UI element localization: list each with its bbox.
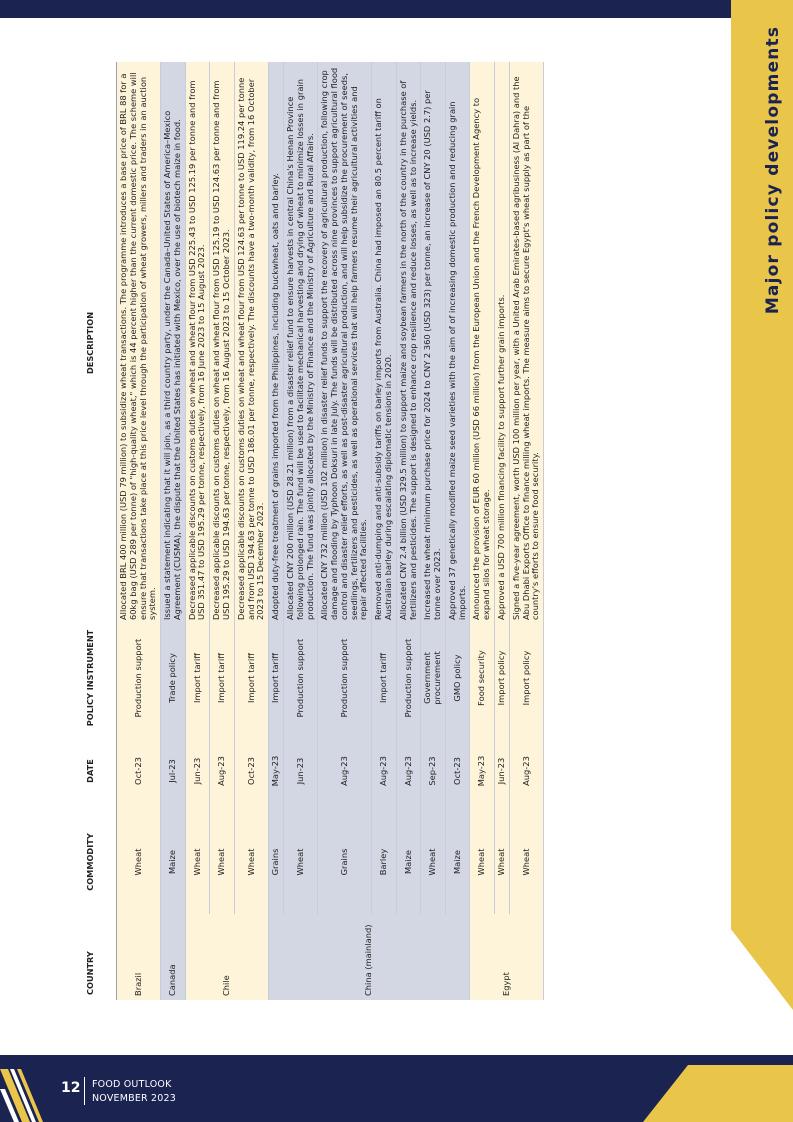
cell-commodity: Wheat [234, 810, 268, 914]
table-row [509, 62, 543, 1000]
cell-instrument: Production support [318, 624, 372, 732]
cell-instrument: Production support [117, 624, 161, 732]
cell-description: Approved a USD 700 million financing facility to support further grain imports. [495, 62, 510, 624]
cell-date: May-23 [269, 732, 284, 810]
cell-commodity: Wheat [185, 810, 210, 914]
cell-description: Removed anti-dumping and anti-subsidy tariffs on barley imports from Australia. China had imposed an 80.5 percent tariff on Australian barley during escalating diplomatic tensions in 2020. [372, 62, 397, 624]
cell-commodity: Wheat [283, 810, 317, 914]
cell-commodity: Grains [318, 810, 372, 914]
cell-date: Sep-23 [421, 732, 446, 810]
cell-commodity: Barley [372, 810, 397, 914]
cell-date: Aug-23 [509, 732, 543, 810]
table-row [318, 62, 372, 1000]
cell-commodity: Wheat [495, 810, 510, 914]
cell-commodity: Maize [445, 810, 470, 914]
cell-instrument: Trade policy [161, 624, 186, 732]
cell-instrument: GMO policy [445, 624, 470, 732]
table-row [269, 62, 284, 1000]
cell-country: Chile [185, 914, 268, 1000]
header-description: DESCRIPTION [66, 62, 117, 624]
cell-country: Canada [161, 914, 186, 1000]
footer-stripes-decoration [0, 1055, 58, 1122]
cell-country: Brazil [117, 914, 161, 1000]
policy-table-container [66, 62, 738, 1000]
cell-date: Aug-23 [372, 732, 397, 810]
cell-instrument: Import policy [509, 624, 543, 732]
table-body [117, 62, 544, 1000]
header-instrument: POLICY INSTRUMENT [66, 624, 117, 732]
cell-date: Jun-23 [283, 732, 317, 810]
table-row [117, 62, 161, 1000]
cell-description: Approved 37 genetically modified maize seed varieties with the aim of of increasing domestic production and reducing grain imports. [445, 62, 470, 624]
cell-date: Aug-23 [210, 732, 235, 810]
cell-commodity: Wheat [509, 810, 543, 914]
cell-description: Allocated CNY 2.4 billion (USD 329.5 million) to support maize and soybean farmers in the north of the country in the purchase of fertilizers and pesticides. The support is designed to enhance crop resilience and reduce losses, as well as to increase yields. [396, 62, 421, 624]
cell-instrument: Import tariff [269, 624, 284, 732]
cell-commodity: Maize [161, 810, 186, 914]
cell-instrument: Import tariff [210, 624, 235, 732]
table-row [234, 62, 268, 1000]
table-row [445, 62, 470, 1000]
section-title: Major policy developments [763, 25, 783, 315]
top-bar [0, 0, 793, 18]
table-row [185, 62, 210, 1000]
table-row [396, 62, 421, 1000]
table-row [161, 62, 186, 1000]
policy-table [66, 62, 544, 1000]
footer-date: NOVEMBER 2023 [92, 1093, 177, 1104]
table-row [470, 62, 495, 1000]
cell-description: Allocated CNY 732 million (USD 102 million) in disaster relief funds to support the recovery of agricultural production, following crop damage and flooding by Typhoon Doksuri in late July. The funds will be distributed across nine provinces to support agricultural flood control and disaster relief efforts, as well as post-disaster agricultural production, and will help subsidize the procurement of seeds, seedlings, fertilizers and pesticides, as well as operational services that will help farmers resume their agricultural activities and repair affected facilities. [318, 62, 372, 624]
cell-commodity: Wheat [421, 810, 446, 914]
cell-date: Oct-23 [445, 732, 470, 810]
table-row [421, 62, 446, 1000]
footer-divider [84, 1077, 85, 1105]
cell-date: May-23 [470, 732, 495, 810]
cell-date: Jul-23 [161, 732, 186, 810]
cell-instrument: Production support [396, 624, 421, 732]
cell-date: Jun-23 [185, 732, 210, 810]
table-header-row [66, 62, 117, 1000]
cell-description: Increased the wheat minimum purchase price for 2024 to CNY 2 360 (USD 323) per tonne, an increase of CNY 20 (USD 2.7) per tonne over 2023. [421, 62, 446, 624]
cell-instrument: Import tariff [372, 624, 397, 732]
cell-description: Decreased applicable discounts on customs duties on wheat and wheat flour from USD 124.63 per tonne to USD 119.24 per tonne and from USD 194.63 per tonne to USD 186.01 per tonne, respectively. The discounts have a two-month validity, from 16 October 2023 to 15 December 2023. [234, 62, 268, 624]
page-number: 12 [61, 1080, 81, 1096]
cell-date: Aug-23 [318, 732, 372, 810]
header-date: DATE [66, 732, 117, 810]
cell-commodity: Wheat [210, 810, 235, 914]
cell-instrument: Import tariff [234, 624, 268, 732]
cell-country: China (mainland) [269, 914, 470, 1000]
cell-country: Egypt [470, 914, 544, 1000]
cell-date: Aug-23 [396, 732, 421, 810]
cell-description: Adopted duty-free treatment of grains imported from the Philippines, including buckwheat, oats and barley. [269, 62, 284, 624]
cell-description: Allocated CNY 200 million (USD 28.21 million) from a disaster relief fund to ensure harvests in central China's Henan Province following prolonged rain. The fund will be used to facilitate mechanical harvesting and drying of wheat to minimize losses in grain production. The fund was jointly allocated by the Ministry of Finance and the Ministry of Agriculture and Rural Affairs. [283, 62, 317, 624]
cell-instrument: Production support [283, 624, 317, 732]
cell-date: Oct-23 [117, 732, 161, 810]
cell-commodity: Grains [269, 810, 284, 914]
cell-instrument: Government procurement [421, 624, 446, 732]
cell-description: Signed a five-year agreement, worth USD 100 million per year, with a United Arab Emirates-based agribusiness (Al Dahra) and the Abu Dhabi Exports Office to finance milling wheat imports. The measure aims to secure Egypt's wheat supply as part of the country's efforts to ensure food security. [509, 62, 543, 624]
cell-commodity: Wheat [117, 810, 161, 914]
section-band [731, 0, 793, 1010]
header-country: COUNTRY [66, 914, 117, 1000]
footer-publication: FOOD OUTLOOK [92, 1079, 172, 1090]
cell-date: Jun-23 [495, 732, 510, 810]
header-commodity: COMMODITY [66, 810, 117, 914]
table-row [372, 62, 397, 1000]
cell-instrument: Food security [470, 624, 495, 732]
cell-description: Issued a statement indicating that it will join, as a third country party, under the Canada–United States of America–Mexico Agreement (CUSMA), the dispute that the United States has initiated with Mexico, over the use of biotech maize in food. [161, 62, 186, 624]
cell-description: Announced the provision of EUR 60 million (USD 66 million) from the European Union and the French Development Agency to expand silos for wheat storage. [470, 62, 495, 624]
cell-date: Oct-23 [234, 732, 268, 810]
cell-instrument: Import policy [495, 624, 510, 732]
cell-commodity: Maize [396, 810, 421, 914]
cell-commodity: Wheat [470, 810, 495, 914]
cell-description: Allocated BRL 400 million (USD 79 million) to subsidize wheat transactions. The programme introduces a base price of BRL 88 for a 60kg bag (USD 289 per tonne) of "high-quality wheat," which is 44 percent higher than the current domestic price. The scheme will ensure that transactions take place at this price level through the participation of wheat growers, millers and traders in an auction system. [117, 62, 161, 624]
table-row [210, 62, 235, 1000]
table-row [495, 62, 510, 1000]
cell-instrument: Import tariff [185, 624, 210, 732]
cell-description: Decreased applicable discounts on customs duties on wheat and wheat flour from USD 225.43 to USD 125.19 per tonne and from USD 351.47 to USD 195.29 per tonne, respectively, from 16 June 2023 to 15 August 2023. [185, 62, 210, 624]
cell-description: Decreased applicable discounts on customs duties on wheat and wheat flour from USD 125.19 to USD 124.63 per tonne and from USD 195.29 to USD 194.63 per tonne, respectively, from 16 August 2023 to 15 October 2023. [210, 62, 235, 624]
table-row [283, 62, 317, 1000]
